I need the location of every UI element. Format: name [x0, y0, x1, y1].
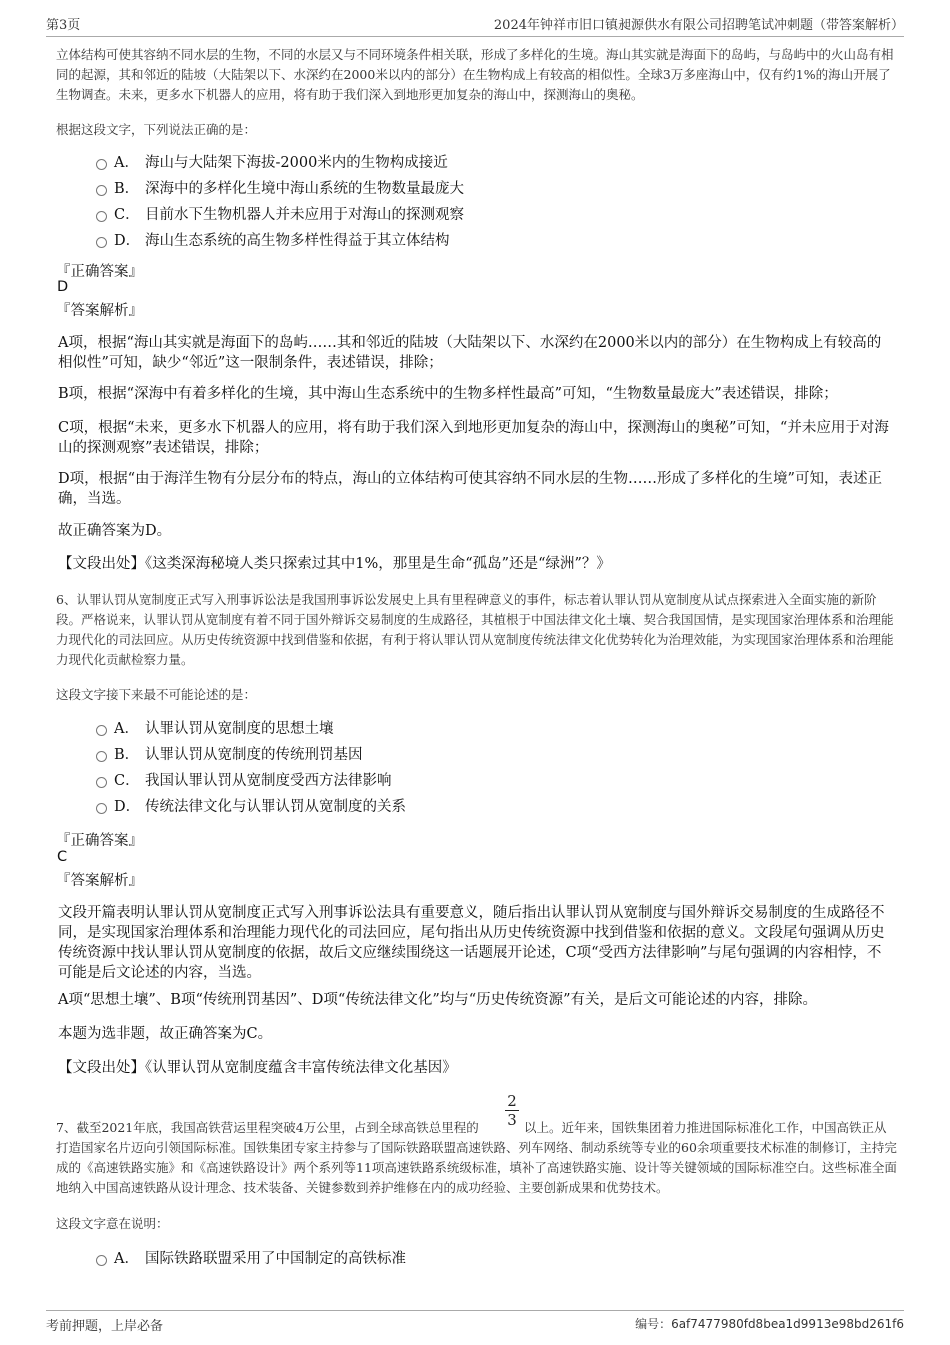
q6-source: 【文段出处】《认罪认罚从宽制度蕴含丰富传统法律文化基因》 [58, 1060, 457, 1076]
page-header [46, 12, 904, 37]
fraction-numerator: 2 [507, 1092, 517, 1110]
q6-prompt: 这段文字接下来最不可能论述的是： [56, 687, 257, 702]
radio-icon[interactable] [96, 777, 107, 788]
q5-passage: 立体结构可使其容纳不同水层的生物，不同的水层又与不同环境条件相关联，形成了多样化的生境。海山其实就是海面下的岛屿，与岛屿中的火山岛有相同的起源，其和邻近的陆坡（大陆架以下、水深约在2000米以内的部分）在生物构成上有较高的相似性。全球3万多座海山中，仅有约1%的海山开展了生物调查。未来，更多水下机器人的应用，将有助于我们深入到地形更加复杂的海山中，探测海山的奥秘。 [56, 47, 894, 102]
page-number: 第3页 [46, 18, 81, 33]
q7-passage-rest: 以上。近年来，国铁集团着力推进国际标准化工作，中国高铁正从打造国家名片迈向引领国际标准。国铁集团专家主持参与了国际铁路联盟高速铁路、列车网络、制动系统等专业的60余项重要技术标准的制修订，主持完成的《高速铁路实施》和《高速铁路设计》两个系列等11项高速铁路系统级标准，填补了高速铁路实施、设计等关键领域的国际标准空白。这些标准全面地纳入中国高速铁路从设计理念、技术装备、关键参数到养护维修在内的成功经验、主要创新成果和优势技术。 [56, 1120, 897, 1195]
q6-analysis-main: 文段开篇表明认罪认罚从宽制度正式写入刑事诉讼法具有重要意义，随后指出认罪认罚从宽制度与国外辩诉交易制度的生成路径不同，是实现国家治理体系和治理能力现代化的司法回应，尾句指出从历史传统资源中找到借鉴和依据的意义。文段尾句强调从历史传统资源中找认罪认罚从宽制度的依据，故后文应继续围绕这一话题展开论述，C项“受西方法律影响”与尾句强调的内容相悖，不可能是后文论述的内容，当选。 [58, 905, 885, 981]
document-id: 编号：6af7477980fd8bea1d9913e98bd261f6 [635, 1317, 904, 1331]
q6-answer-label: 『正确答案』 [56, 833, 143, 849]
q5-conclusion: 故正确答案为D。 [58, 523, 172, 539]
radio-icon[interactable] [96, 211, 107, 222]
radio-icon[interactable] [96, 751, 107, 762]
q6-passage: 6、认罪认罚从宽制度正式写入刑事诉讼法是我国刑事诉讼发展史上具有里程碑意义的事件，标志着认罪认罚从宽制度从试点探索进入全面实施的新阶段。严格说来，认罪认罚从宽制度有着不同于国外辩诉交易制度的生成路径，其植根于中国法律文化土壤、契合我国国情，是实现国家治理体系和治理能力现代化的司法回应。从历史传统资源中找到借鉴和依据，有利于将认罪认罚从宽制度传统法律文化优势转化为治理效能，为实现国家治理体系和治理能力现代化贡献检察力量。 [56, 592, 894, 667]
q5-answer-label: 『正确答案』 [56, 264, 143, 280]
q6-analysis-label: 『答案解析』 [56, 873, 143, 889]
radio-icon[interactable] [96, 1255, 107, 1266]
q5-analysis-label: 『答案解析』 [56, 303, 143, 319]
radio-icon[interactable] [96, 725, 107, 736]
radio-icon[interactable] [96, 185, 107, 196]
q7-prompt: 这段文字意在说明： [56, 1216, 169, 1231]
q6-conclusion: 本题为选非题，故正确答案为C。 [58, 1026, 273, 1042]
q5-answer: D [57, 279, 69, 295]
q5-source: 【文段出处】《这类深海秘境人类只探索过其中1%，那里是生命“孤岛”还是“绿洲”？》 [58, 556, 611, 572]
page-footer [46, 1310, 904, 1339]
fraction-denominator: 3 [507, 1111, 517, 1129]
q5-analysis-d: D项，根据“由于海洋生物有分层分布的特点，海山的立体结构可使其容纳不同水层的生物……形成了多样化的生境”可知，表述正确，当选。 [58, 471, 882, 507]
q5-analysis-c: C项，根据“未来，更多水下机器人的应用，将有助于我们深入到地形更加复杂的海山中，探测海山的奥秘”可知，“并未应用于对海山的探测观察”表述错误，排除； [58, 420, 889, 456]
footer-slogan: 考前押题，上岸必备 [46, 1319, 164, 1334]
q5-analysis-a: A项，根据“海山其实就是海面下的岛屿……其和邻近的陆坡（大陆架以下、水深约在2000米以内的部分）在生物构成上有较高的相似性”可知，缺少“邻近”这一限制条件，表述错误，排除； [58, 335, 882, 371]
radio-icon[interactable] [96, 159, 107, 170]
q5-prompt: 根据这段文字，下列说法正确的是： [56, 122, 257, 137]
document-title: 2024年钟祥市旧口镇昶源供水有限公司招聘笔试冲刺题（带答案解析） [493, 18, 904, 33]
q6-analysis-others: A项“思想土壤”、B项“传统刑罚基因”、D项“传统法律文化”均与“历史传统资源”有关，是后文可能论述的内容，排除。 [58, 992, 818, 1008]
q6-answer: C [57, 849, 68, 865]
q5-analysis-b: B项，根据“深海中有着多样化的生境，其中海山生态系统中的生物多样性最高”可知，“生物数量最庞大”表述错误，排除； [58, 386, 838, 402]
q7-passage-start: 7、截至2021年底，我国高铁营运里程突破4万公里，占到全球高铁总里程的 [56, 1120, 479, 1135]
radio-icon[interactable] [96, 237, 107, 248]
radio-icon[interactable] [96, 803, 107, 814]
